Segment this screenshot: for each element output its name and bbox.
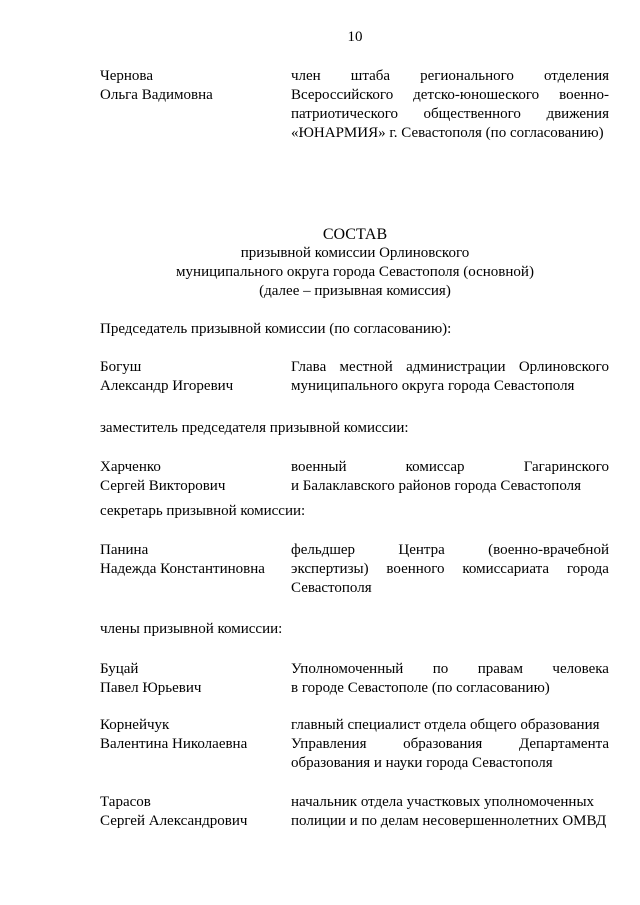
role-line: «ЮНАРМИЯ» г. Севастополя (по согласованию) — [291, 125, 604, 141]
heading-line: призывной комиссии Орлиновского — [240, 245, 470, 261]
person-given-names: Надежда Константиновна — [100, 561, 265, 577]
role-line: член штаба регионального отделения — [291, 68, 609, 84]
person-surname: Богуш — [100, 359, 142, 375]
heading-line: (далее – призывная комиссия) — [259, 283, 451, 299]
person-surname: Буцай — [100, 661, 139, 677]
role-line: Управления образования Департамента — [291, 736, 609, 752]
heading-title: СОСТАВ — [322, 226, 388, 243]
role-line: главный специалист отдела общего образования — [291, 717, 600, 733]
person-given-names: Сергей Викторович — [100, 478, 226, 494]
role-line: Глава местной администрации Орлиновского — [291, 359, 609, 375]
section-label-members: члены призывной комиссии: — [100, 621, 283, 637]
role-line: образования и науки города Севастополя — [291, 755, 553, 771]
person-surname: Чернова — [100, 68, 153, 84]
person-surname: Харченко — [100, 459, 161, 475]
role-line: фельдшер Центра (военно-врачебной — [291, 542, 609, 558]
section-label-chair: Председатель призывной комиссии (по согласованию): — [100, 321, 452, 337]
role-line: патриотического общественного движения — [291, 106, 609, 122]
page-number: 10 — [347, 29, 363, 45]
role-line: в городе Севастополе (по согласованию) — [291, 680, 550, 696]
person-surname: Корнейчук — [100, 717, 170, 733]
role-line: начальник отдела участковых уполномоченных — [291, 794, 595, 810]
person-given-names: Валентина Николаевна — [100, 736, 248, 752]
role-line: полиции и по делам несовершеннолетних ОМВД — [291, 813, 607, 829]
role-line: экспертизы) военного комиссариата города — [291, 561, 609, 577]
person-given-names: Сергей Александрович — [100, 813, 248, 829]
heading-line: муниципального округа города Севастополя (основной) — [176, 264, 534, 280]
role-line: Севастополя — [291, 580, 372, 596]
section-label-deputy: заместитель председателя призывной комиссии: — [100, 420, 409, 436]
person-given-names: Ольга Вадимовна — [100, 87, 213, 103]
role-line: Всероссийского детско-юношеского военно- — [291, 87, 609, 103]
role-line: Уполномоченный по правам человека — [291, 661, 609, 677]
person-given-names: Александр Игоревич — [100, 378, 234, 394]
role-line: и Балаклавского районов города Севастополя — [291, 478, 582, 494]
role-line: военный комиссар Гагаринского — [291, 459, 609, 475]
role-line: муниципального округа города Севастополя — [291, 378, 575, 394]
section-label-secretary: секретарь призывной комиссии: — [100, 503, 306, 519]
person-surname: Панина — [100, 542, 149, 558]
person-given-names: Павел Юрьевич — [100, 680, 202, 696]
person-surname: Тарасов — [100, 794, 151, 810]
